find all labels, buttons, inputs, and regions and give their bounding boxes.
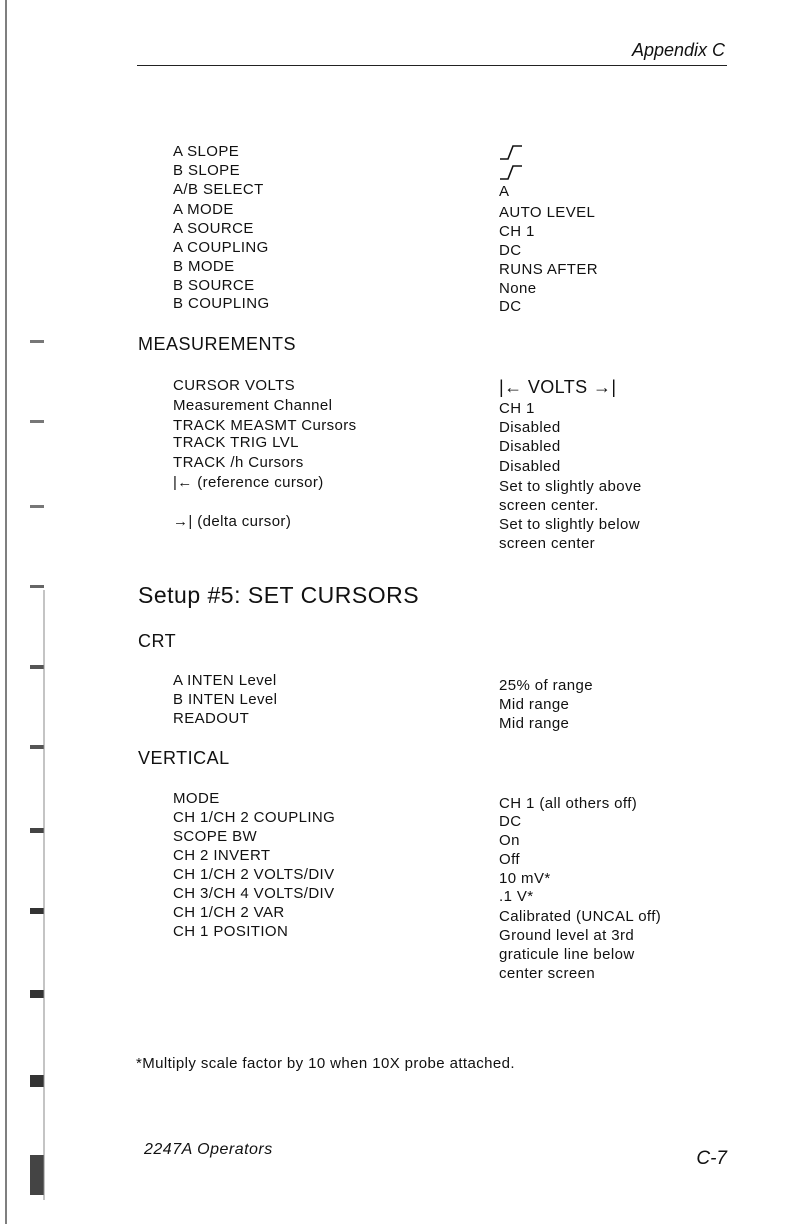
setting-label: B SLOPE — [173, 162, 240, 179]
setting-value-continuation: center screen — [499, 965, 596, 982]
setting-value: 25% of range — [499, 677, 594, 694]
setting-value: Disabled — [499, 419, 561, 436]
setting-label: READOUT — [173, 710, 250, 727]
setting-value: Off — [499, 851, 520, 868]
setting-value: Disabled — [499, 438, 561, 455]
setting-label: →| (delta cursor) — [173, 513, 292, 530]
setting-label: TRACK TRIG LVL — [173, 434, 299, 451]
section-heading-crt: CRT — [138, 631, 177, 651]
setting-label: TRACK MEASMT Cursors — [173, 417, 357, 434]
setting-value: AUTO LEVEL — [499, 204, 596, 221]
setting-label: A COUPLING — [173, 239, 269, 256]
page-number: C-7 — [696, 1148, 727, 1169]
binding-edge — [0, 0, 50, 1224]
setting-label: B INTEN Level — [173, 691, 278, 708]
setting-value: On — [499, 832, 520, 849]
setting-label: CH 1/CH 2 VOLTS/DIV — [173, 866, 335, 883]
setting-label: B SOURCE — [173, 277, 255, 294]
setting-label: A SLOPE — [173, 143, 240, 160]
setting-label: CH 1/CH 2 COUPLING — [173, 809, 336, 826]
setting-value: DC — [499, 242, 522, 259]
setting-value: Mid range — [499, 715, 570, 732]
setting-value: A — [499, 183, 510, 200]
footnote: *Multiply scale factor by 10 when 10X probe attached. — [136, 1055, 515, 1072]
setting-value: 10 mV* — [499, 870, 551, 887]
setting-value: Disabled — [499, 458, 561, 475]
setting-value-continuation: graticule line below — [499, 946, 635, 963]
setting-label: CH 2 INVERT — [173, 847, 271, 864]
section-heading-measurements: MEASUREMENTS — [138, 334, 297, 354]
setting-value: None — [499, 280, 537, 297]
setting-label: MODE — [173, 790, 220, 807]
setting-label: CH 3/CH 4 VOLTS/DIV — [173, 885, 335, 902]
setting-label: Measurement Channel — [173, 397, 333, 414]
setting-value: Ground level at 3rd — [499, 927, 635, 944]
appendix-header: Appendix C — [631, 40, 725, 60]
setting-label: TRACK /h Cursors — [173, 454, 304, 471]
setting-label: A/B SELECT — [173, 181, 264, 198]
setting-label: CH 1 POSITION — [173, 923, 289, 940]
header-rule — [137, 65, 727, 66]
setting-value: CH 1 (all others off) — [499, 795, 638, 812]
setting-label: CURSOR VOLTS — [173, 377, 296, 394]
section-heading-vertical: VERTICAL — [138, 748, 230, 768]
setting-value: CH 1 — [499, 400, 535, 417]
setting-value-continuation: screen center — [499, 535, 596, 552]
setting-value-continuation: screen center. — [499, 497, 599, 514]
slope-rising-icon — [499, 163, 523, 185]
slope-rising-icon — [499, 143, 523, 165]
setting-label: CH 1/CH 2 VAR — [173, 904, 285, 921]
setting-value: DC — [499, 813, 522, 830]
setting-value: Mid range — [499, 696, 570, 713]
setting-label: A MODE — [173, 201, 234, 218]
setting-value: Set to slightly below — [499, 516, 640, 533]
setting-label: |← (reference cursor) — [173, 474, 324, 491]
setting-value: |← VOLTS →| — [499, 377, 617, 397]
setting-value: .1 V* — [499, 888, 534, 905]
setting-value: Calibrated (UNCAL off) — [499, 908, 662, 925]
setting-label: B MODE — [173, 258, 235, 275]
setting-label: A SOURCE — [173, 220, 254, 237]
setting-value: CH 1 — [499, 223, 535, 240]
setting-label: A INTEN Level — [173, 672, 277, 689]
footer-manual-title: 2247A Operators — [144, 1141, 273, 1158]
setting-value: DC — [499, 298, 522, 315]
setting-value: RUNS AFTER — [499, 261, 599, 278]
setting-value: Set to slightly above — [499, 478, 642, 495]
setting-label: SCOPE BW — [173, 828, 258, 845]
setup-title: Setup #5: SET CURSORS — [138, 582, 420, 608]
setting-label: B COUPLING — [173, 295, 270, 312]
